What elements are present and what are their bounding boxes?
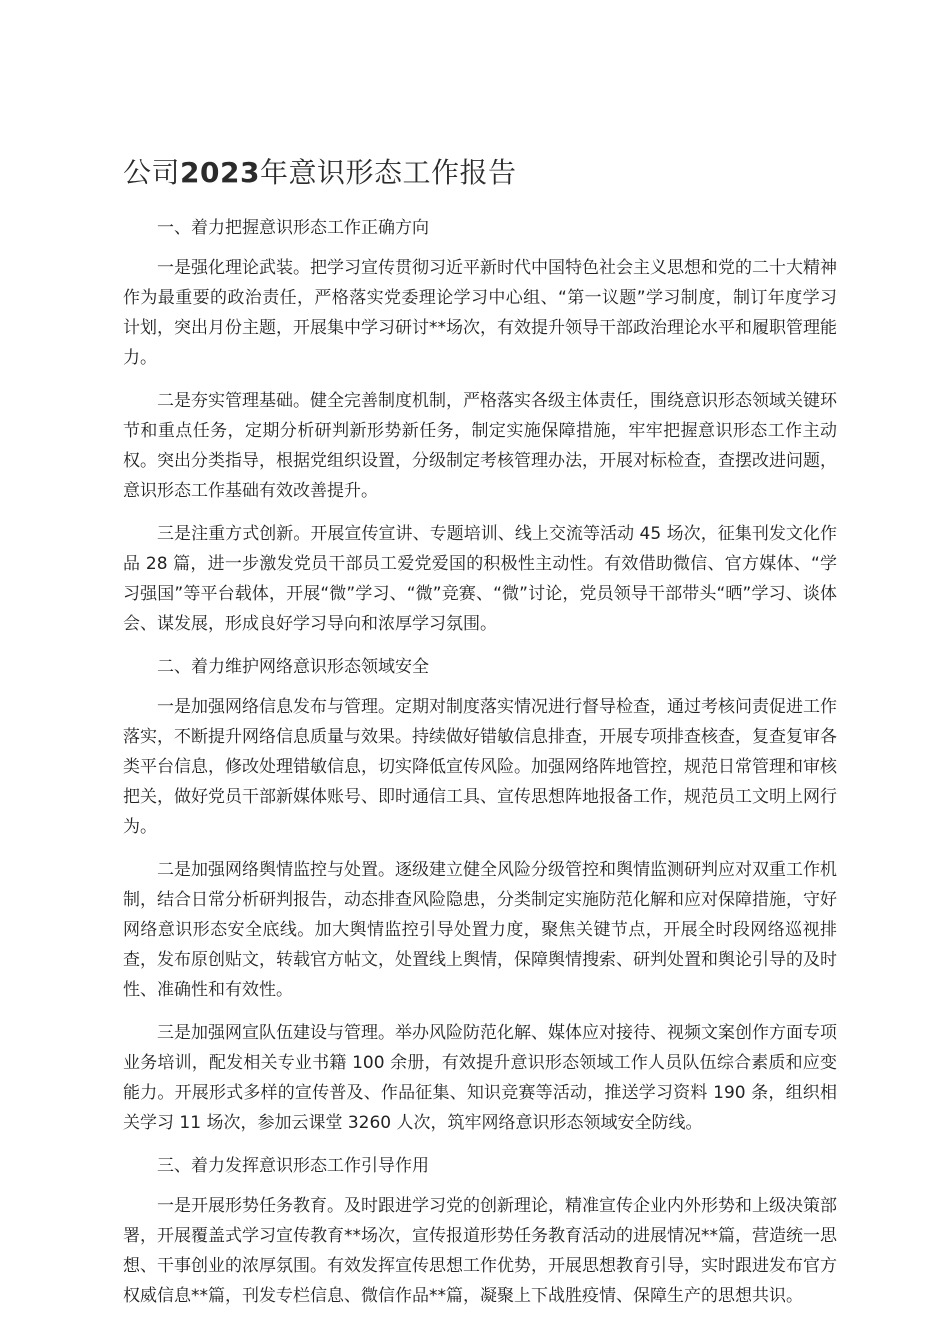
document-title [123, 150, 837, 196]
paragraph: 二是夯实管理基础。健全完善制度机制，严格落实各级主体责任，围绕意识形态领域关键环节和重点任务，定期分析研判新形势新任务，制定实施保障措施，牢牢把握意识形态工作主动权。突出分类指导，根据党组织设置，分级制定考核管理办法，开展对标检查，查摆改进问题，意识形态工作基础有效改善提升。 [123, 391, 837, 501]
section-heading: 二、着力维护网络意识形态领域安全 [157, 657, 429, 677]
section-heading: 一、着力把握意识形态工作正确方向 [157, 218, 429, 238]
paragraph: 一是强化理论武装。把学习宣传贯彻习近平新时代中国特色社会主义思想和党的二十大精神作为最重要的政治责任，严格落实党委理论学习中心组、“第一议题”学习制度，制订年度学习计划，突出月份主题，开展集中学习研讨**场次，有效提升领导干部政治理论水平和履职管理能力。 [123, 258, 837, 368]
paragraph: 三是注重方式创新。开展宣传宣讲、专题培训、线上交流等活动 45 场次，征集刊发文化作品 28 篇，进一步激发党员干部员工爱党爱国的积极性主动性。有效借助微信、官方媒体、“学习强国”等平台载体，开展“微”学习、“微”竞赛、“微”讨论，党员领导干部带头“晒”学习、谈体会、谋发展，形成良好学习导向和浓厚学习氛围。 [123, 524, 837, 634]
section-2 [123, 652, 837, 1138]
title-year: 2023 [180, 156, 260, 189]
title-prefix: 公司 [123, 156, 181, 189]
document-page [123, 150, 837, 1324]
paragraph: 一是加强网络信息发布与管理。定期对制度落实情况进行督导检查，通过考核问责促进工作落实，不断提升网络信息质量与效果。持续做好错敏信息排查，开展专项排查核查，复查复审各类平台信息，修改处理错敏信息，切实降低宣传风险。加强网络阵地管控，规范日常管理和审核把关，做好党员干部新媒体账号、即时通信工具、宣传思想阵地报备工作，规范员工文明上网行为。 [123, 697, 837, 837]
paragraph: 三是加强网宣队伍建设与管理。举办风险防范化解、媒体应对接待、视频文案创作方面专项业务培训，配发相关专业书籍 100 余册，有效提升意识形态领域工作人员队伍综合素质和应变能力。开展形式多样的宣传普及、作品征集、知识竞赛等活动，推送学习资料 190 条，组织相关学习 11 场次，参加云课堂 3260 人次，筑牢网络意识形态领域安全防线。 [123, 1023, 837, 1133]
section-heading: 三、着力发挥意识形态工作引导作用 [157, 1156, 429, 1176]
paragraph: 二是加强网络舆情监控与处置。逐级建立健全风险分级管控和舆情监测研判应对双重工作机制，结合日常分析研判报告，动态排查风险隐患，分类制定实施防范化解和应对保障措施，守好网络意识形态安全底线。加大舆情监控引导处置力度，聚焦关键节点，开展全时段网络巡视排查，发布原创贴文，转载官方帖文，处置线上舆情，保障舆情搜索、研判处置和舆论引导的及时性、准确性和有效性。 [123, 860, 837, 1000]
section-3 [123, 1151, 837, 1311]
title-suffix: 年意识形态工作报告 [259, 156, 517, 189]
section-1 [123, 213, 837, 639]
paragraph: 一是开展形势任务教育。及时跟进学习党的创新理论，精准宣传企业内外形势和上级决策部署，开展覆盖式学习宣传教育**场次，宣传报道形势任务教育活动的进展情况**篇，营造统一思想、干事创业的浓厚氛围。有效发挥宣传思想工作优势，开展思想教育引导，实时跟进发布官方权威信息**篇，刊发专栏信息、微信作品**篇，凝聚上下战胜疫情、保障生产的思想共识。 [123, 1196, 837, 1306]
